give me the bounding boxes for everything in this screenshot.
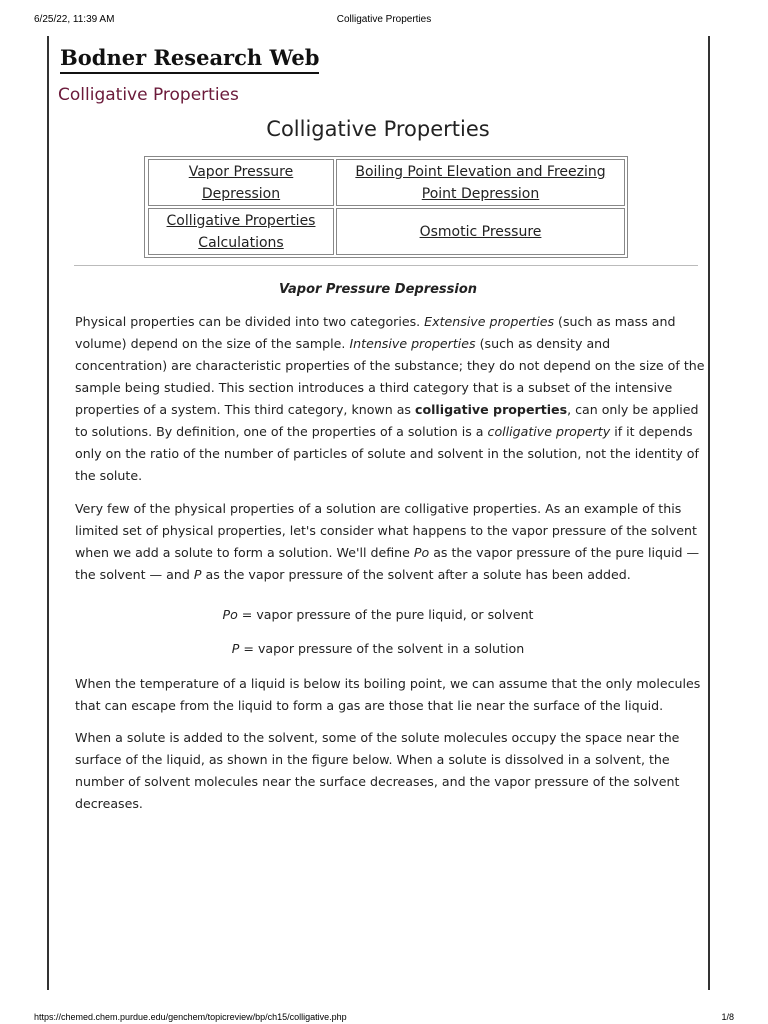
topic-nav-table	[144, 156, 628, 258]
nav-cell	[336, 208, 625, 255]
print-date: 6/25/22, 11:39 AM	[34, 14, 115, 25]
print-footer	[0, 1012, 768, 1024]
page-title: Colligative Properties	[266, 117, 490, 141]
print-url: https://chemed.chem.purdue.edu/genchem/topicreview/bp/ch15/colligative.php	[34, 1012, 347, 1022]
divider	[74, 265, 698, 266]
paragraph-solute: When a solute is added to the solvent, some of the solute molecules occupy the space near the surface of the liquid, as shown in the figure below. When a solute is dissolved in a solvent, the number of solvent molecules near the surface decreases, and the vapor pressure of the solvent decreases.	[75, 730, 680, 811]
paragraph-intro: Physical properties can be divided into two categories. Extensive properties (such as mass and volume) depend on the size of the sample. Intensive properties (such as density and concentration) are characteristic properties of the substance; they do not depend on the size of the sample being studied. This section introduces a third category that is a subset of the intensive properties of a system. This third category, known as colligative properties, can only be applied to solutions. By definition, one of the properties of a solution is a colligative property if it depends only on the ratio of the number of particles of solute and solvent in the solution, not the identity of the solute.	[75, 314, 705, 483]
page-border-right	[708, 36, 710, 990]
paragraph-vapor-pressure: Very few of the physical properties of a solution are colligative properties. As an example of this limited set of physical properties, let's consider what happens to the vapor pressure of the solvent when we add a solute to form a solution. We'll define Po as the vapor pressure of the pure liquid — the solvent — and P as the vapor pressure of the solvent after a solute has been added.	[75, 501, 700, 582]
nav-cell	[336, 159, 625, 206]
nav-link-vapor-pressure[interactable]: Vapor Pressure Depression	[188, 163, 294, 202]
paragraph-temperature: When the temperature of a liquid is below its boiling point, we can assume that the only molecules that can escape from the liquid to form a gas are those that lie near the surface of the liquid.	[75, 676, 701, 713]
site-title[interactable]: Bodner Research Web	[60, 44, 319, 74]
nav-link-calculations[interactable]: Colligative Properties Calculations	[166, 212, 316, 251]
page-border-left	[47, 36, 49, 990]
print-header	[0, 14, 768, 28]
page-number: 1/8	[721, 1012, 734, 1022]
nav-link-osmotic-pressure[interactable]: Osmotic Pressure	[419, 223, 542, 240]
nav-link-boiling-freezing[interactable]: Boiling Point Elevation and Freezing Point Depression	[355, 163, 606, 202]
definition-p: P = vapor pressure of the solvent in a solution	[231, 641, 525, 656]
print-title: Colligative Properties	[336, 14, 432, 25]
section-link[interactable]: Colligative Properties	[58, 85, 239, 105]
definition-po: Po = vapor pressure of the pure liquid, or solvent	[222, 607, 534, 622]
nav-cell	[148, 208, 334, 255]
section-heading: Vapor Pressure Depression	[278, 282, 478, 297]
nav-cell	[148, 159, 334, 206]
